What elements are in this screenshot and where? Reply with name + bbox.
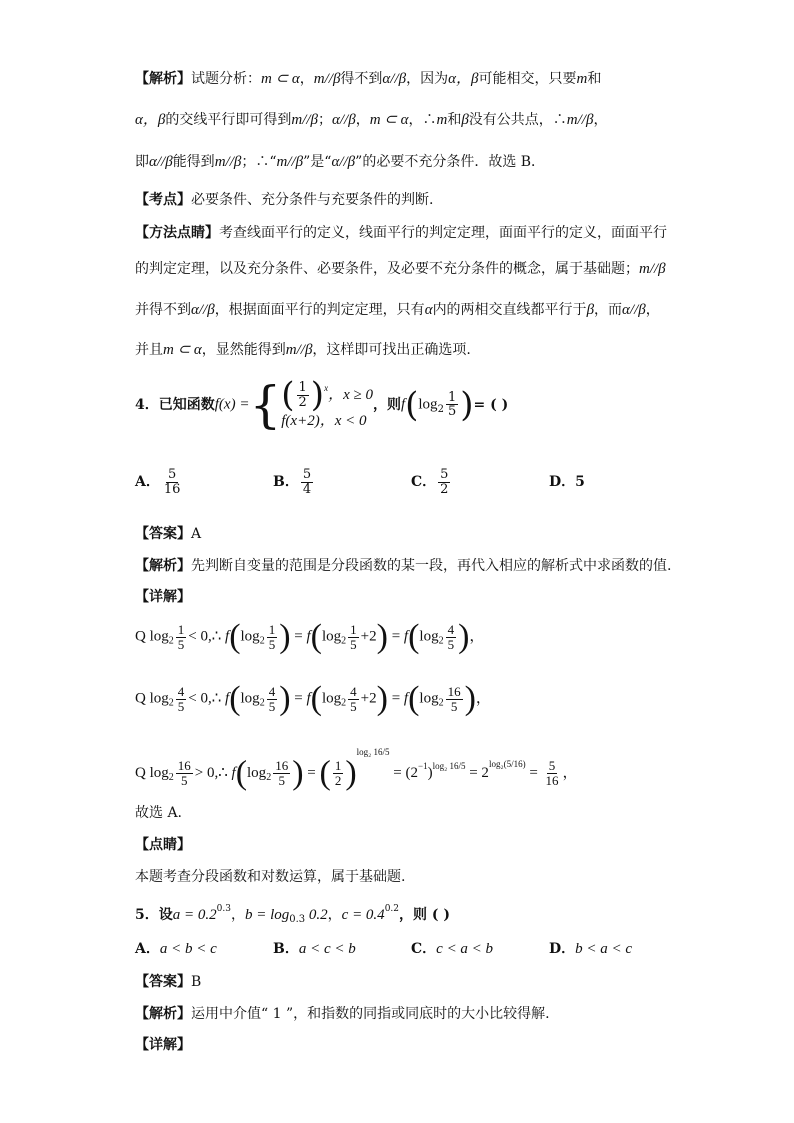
text: = ( ) [473,396,509,413]
option-label: A． [135,941,160,957]
math: 0.2 [384,904,400,914]
text: ；∴“ [241,154,277,170]
math: α//β [149,154,173,170]
option-a[interactable] [135,468,273,496]
q4-tip-tag [135,838,191,852]
text: ，则 [372,396,401,413]
text: ，∴ [408,112,437,128]
option-d[interactable] [549,475,687,489]
text: 故选 A. [135,805,183,821]
math: 0.3 [289,914,306,925]
option-b[interactable] [273,468,411,496]
detail-tag: 【详解】 [135,589,191,605]
q3-method-line-4 [135,343,471,358]
text: ”的必要不充分条件．故选 B． [355,154,546,170]
text: ； [318,112,332,128]
text: ， [469,628,485,645]
q4-options [135,468,687,496]
q3-analysis-line-3 [135,155,545,170]
q3-analysis-line-1: 【解析】试题分析：m ⊂ α，m//β得不到α//β，因为α，β可能相交，只要m和 [135,71,602,87]
q5-detail-tag [135,1038,191,1052]
text: 先判断自变量的范围是分段函数的某一段，再代入相应的解析式中求函数的值. [191,558,672,574]
math: b = log [244,907,290,923]
text: 并得不到 [135,302,191,318]
tip-tag: 【点睛】 [135,837,191,853]
analysis-tag: 【解析】 [135,1006,191,1022]
option-label: D． [549,941,576,957]
question-number: 5．设 [135,907,173,923]
q3-method-line-2 [135,262,666,277]
q3-kaodian [135,193,433,207]
q5-analysis [135,1007,550,1021]
analysis-tag: 【解析】 [135,558,191,574]
text: 和 [587,71,602,87]
answer-value: B [191,974,202,990]
text: 试题分析： [191,71,261,87]
kaodian-tag: 【考点】 [135,192,191,208]
text: ， [562,765,578,782]
method-tag: 【方法点睛】 [135,225,219,241]
math: m//β [639,261,666,277]
math: m [576,71,588,87]
text: 的交线平行即可得到 [165,112,292,128]
math: f(x+2)，x < 0 [281,413,367,429]
math: f(x) = [214,396,250,413]
q4-tip [135,870,405,884]
text: 得不到 [340,71,383,87]
q3-analysis-line-2: α，β的交线平行即可得到m//β；α//β，m ⊂ α，∴m和β没有公共点，∴m//β， [135,112,608,128]
q4-step-3: Q $\log_2$ $\frac{16}{5}$ > 0,∴ $f(\log_2$ $\frac{16}{5}$ ) = ( $\frac{1}{2}$ )$^{log_2 16/5} = (2^{-1})^{log_2 16/5} = 2^{log_2(5/16)}$ = $\frac{5}{16}$ ， [135,747,578,792]
answer-value: A [191,526,202,542]
math: m//β [313,71,341,87]
option-label: D．5 [549,474,585,491]
q4-stem: 4．已知函数f(x) ={ ( $\frac{1}{2}$ )$^x$，x ≥ 0 f(x+2)，x < 0 ，则$f(\log_2$ $\frac{1}{5}$ )= ( ) [135,375,509,434]
math: α//β [332,112,356,128]
math: m//β [566,112,594,128]
text: ，因为 [406,71,449,87]
text: 和 [447,112,462,128]
answer-tag: 【答案】 [135,974,191,990]
math: 0.3 [216,904,231,914]
detail-tag: 【详解】 [135,1037,191,1053]
option-a[interactable] [135,942,273,957]
text: ， [475,690,491,707]
math: m//β [291,112,318,128]
fraction: $\frac{1}{2}$ [298,379,307,410]
q4-step-1: Q $\log_2$ $\frac{1}{5}$ < 0,∴ $f(\log_2$ $\frac{1}{5}$ ) = $f(\log_2$ $\frac{1}{5}$ $+2) = f(\log_2$ $\frac{4}{5}$ )， [135,618,485,655]
text: 没有公共点，∴ [468,112,567,128]
option-label: B． [273,941,299,957]
math: α，β [135,112,166,128]
text: 运用中介值“ 1 ”，和指数的同指或同底时的大小比较得解. [191,1006,550,1022]
option-label: B． [273,474,299,491]
denominator: 2 [440,481,449,497]
numerator: 5 [168,467,177,482]
denominator: 4 [302,481,312,497]
text: ，而 [594,302,623,318]
math: m ⊂ α [369,112,409,128]
q4-analysis [135,559,671,573]
text: ，根据面面平行的判定定理，只有 [214,302,425,318]
text: ”是“ [303,154,332,170]
question-number: 4．已知函数 [135,396,215,413]
text: ，则 ( ) [399,907,451,923]
option-d[interactable] [549,942,687,957]
numerator: 5 [302,467,312,482]
option-value: c < a < b [436,941,494,957]
q4-choose [135,806,182,820]
text: 并且 [135,342,163,358]
q3-method-line-3: 并得不到α//β，根据面面平行的判定定理，只有α内的两相交直线都平行于β，而α//β， [135,302,660,318]
math: m//β [276,154,304,170]
math: 0.2 [308,907,328,923]
answer-tag: 【答案】 [135,526,191,542]
q5-answer [135,975,201,989]
text: 本题考查分段函数和对数运算，属于基础题. [135,869,406,885]
option-value: a < c < b [298,941,356,957]
option-label: C． [411,941,437,957]
math: a = 0.2 [172,907,217,923]
text: 考查线面平行的定义，线面平行的判定定理，面面平行的定义，面面平行 [219,225,667,241]
text: ，这样即可找出正确选项. [312,342,471,358]
q3-method-line-1 [135,226,667,240]
option-c[interactable] [411,468,549,496]
text: 必要条件、充分条件与充要条件的判断. [191,192,434,208]
numerator: 5 [440,467,449,482]
text: 的判定定理，以及充分条件、必要条件，及必要不充分条件的概念，属于基础题； [135,261,639,277]
piecewise: ( $\frac{1}{2}$ )$^x$，x ≥ 0 f(x+2)，x < 0 [281,378,373,432]
q4-step-2: Q $\log_2$ $\frac{4}{5}$ < 0,∴ $f(\log_2$ $\frac{4}{5}$ ) = $f(\log_2$ $\frac{4}{5}$ $+2) = f(\log_2$ $\frac{16}{5}$ )， [135,680,491,717]
q4-answer [135,527,201,541]
math: α//β [191,302,215,318]
text: 可能相交，只要 [478,71,577,87]
denominator: 16 [163,481,181,497]
option-value: b < a < c [575,941,633,957]
q5-options [135,942,687,957]
option-label: A． [135,474,160,491]
option-value: a < b < c [159,941,217,957]
math: m//β [285,342,313,358]
q5-stem: 5．设$a = 0.2^{0.3}$，$b = \log_{0.3} 0.2$，$c = 0.4^{0.2}$，则 ( ) [135,904,451,925]
math: m [436,112,448,128]
math: c = 0.4 [341,907,385,923]
math: m ⊂ α [261,71,300,87]
math: ，x ≥ 0 [328,387,373,403]
math: α//β [382,71,407,87]
option-c[interactable] [411,942,549,957]
math: m//β [214,154,242,170]
math: α，β [448,71,479,87]
text: 即 [135,154,149,170]
text: ，显然能得到 [201,342,286,358]
math: α//β [331,154,356,170]
q4-detail-tag [135,590,191,604]
math: α//β [622,302,646,318]
analysis-tag: 【解析】 [135,71,191,87]
option-label: C． [411,474,437,491]
text: 内的两相交直线都平行于 [432,302,587,318]
text: 能得到 [172,154,215,170]
option-b[interactable] [273,942,411,957]
math: m ⊂ α [163,342,202,358]
